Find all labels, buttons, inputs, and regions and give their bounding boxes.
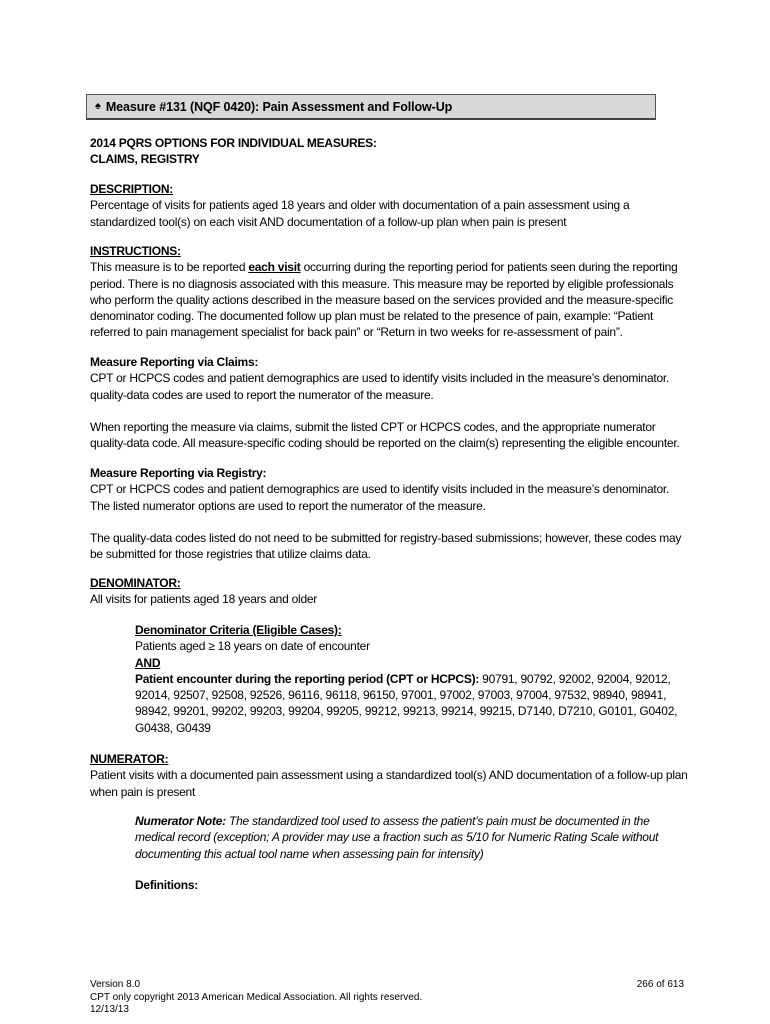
- claims-text-1: CPT or HCPCS codes and patient demographics are used to identify visits included in the measure’s denominator. quality-data codes are used to report the numerator of the measure.: [90, 371, 670, 402]
- claims-text-2: When reporting the measure via claims, submit the listed CPT or HCPCS codes, and the appropriate numerator quality-data code. All measure-specific coding should be reported on the claim(s) representing the eligible encounter.: [90, 419, 680, 451]
- claims-heading: Measure Reporting via Claims:: [90, 355, 259, 369]
- instructions-section: [90, 243, 690, 341]
- footer-version: Version 8.0: [90, 979, 141, 990]
- numerator-note: [135, 813, 690, 862]
- spade-icon: ♠: [95, 100, 101, 112]
- denominator-text: All visits for patients aged 18 years and older: [90, 592, 318, 607]
- footer-copyright: CPT only copyright 2013 American Medical Association. All rights reserved.: [90, 991, 423, 1003]
- registry-text-2: The quality-data codes listed do not need to be submitted for registry-based submissions; however, these codes may be submitted for those registries that utilize claims data.: [90, 530, 682, 562]
- page-footer: [90, 979, 422, 1017]
- claims-section: [90, 354, 690, 451]
- numerator-text: Patient visits with a documented pain assessment using a standardized tool(s) AND documentation of a follow-up plan when pain is present: [90, 768, 688, 799]
- instructions-text-start: This measure is to be reported: [90, 260, 249, 275]
- criteria-line: Patients aged ≥ 18 years on date of encounter: [135, 639, 370, 654]
- denominator-criteria: [135, 622, 690, 736]
- definitions-heading: Definitions:: [135, 878, 198, 892]
- numerator-section: [90, 751, 690, 800]
- description-section: [90, 181, 690, 230]
- description-heading: DESCRIPTION:: [90, 182, 174, 196]
- registry-section: [90, 465, 690, 562]
- numerator-note-text: [135, 813, 690, 862]
- options-line-1: 2014 PQRS OPTIONS FOR INDIVIDUAL MEASURES:: [90, 136, 377, 150]
- denominator-heading: DENOMINATOR:: [90, 576, 181, 590]
- definitions-heading-block: [135, 877, 690, 893]
- numerator-note-label: Numerator Note:: [135, 814, 226, 828]
- footer-date: 12/13/13: [90, 1004, 129, 1015]
- measure-title: Measure #131 (NQF 0420): Pain Assessment and Follow-Up: [105, 99, 453, 114]
- and-label: AND: [135, 655, 161, 670]
- encounter-code-list: 90791, 90792, 92002, 92004, 92012, 92014, 92507, 92508, 92526, 96116, 96118, 96150, 97001, 97002, 97003, 97004, 97532, 98940, 98941, 98942, 99201, 99202, 99203, 99204, 99205, 99212, 99213, 99214, 99215, D7140, D7210, G0101, G0402, G0438, G0439: [135, 671, 678, 735]
- instructions-heading: INSTRUCTIONS:: [90, 244, 181, 258]
- encounter-label: Patient encounter during the reporting period (CPT or HCPCS):: [135, 671, 480, 686]
- instructions-text-rest: occurring during the reporting period for patients seen during the reporting period. There is no diagnosis associated with this measure. This measure may be reported by eligible professionals who perform the quality actions described in the measure based on the services provided and the measure-specific denominator coding. The documented follow up plan must be related to the presence of pain, example: “Patient referred to pain management specialist for back pain” or “Return in two weeks for re-assessment of pain”.: [90, 260, 678, 340]
- description-text: Percentage of visits for patients aged 18 years and older with documentation of a pain assessment using a standardized tool(s) on each visit AND documentation of a follow-up plan when pain is present: [90, 198, 630, 229]
- measure-title-box: [86, 94, 656, 120]
- numerator-heading: NUMERATOR:: [90, 752, 169, 766]
- registry-text-1: CPT or HCPCS codes and patient demographics are used to identify visits included in the measure’s denominator. The listed numerator options are used to report the numerator of the measure.: [90, 482, 670, 513]
- encounter-codes: [135, 671, 690, 736]
- criteria-heading: Denominator Criteria (Eligible Cases):: [135, 623, 342, 637]
- instructions-text: [90, 259, 690, 340]
- numerator-note-body: The standardized tool used to assess the patient’s pain must be documented in the medical record (exception; A provider may use a fraction such as 5/10 for Numeric Rating Scale without documenting this actual tool name when assessing pain for intensity): [135, 814, 659, 861]
- instructions-emphasis: each visit: [248, 260, 301, 275]
- page-number: 266 of 613: [636, 979, 684, 990]
- reporting-options: [90, 135, 690, 168]
- options-line-2: CLAIMS, REGISTRY: [90, 152, 200, 167]
- registry-heading: Measure Reporting via Registry:: [90, 466, 267, 480]
- denominator-section: [90, 575, 690, 608]
